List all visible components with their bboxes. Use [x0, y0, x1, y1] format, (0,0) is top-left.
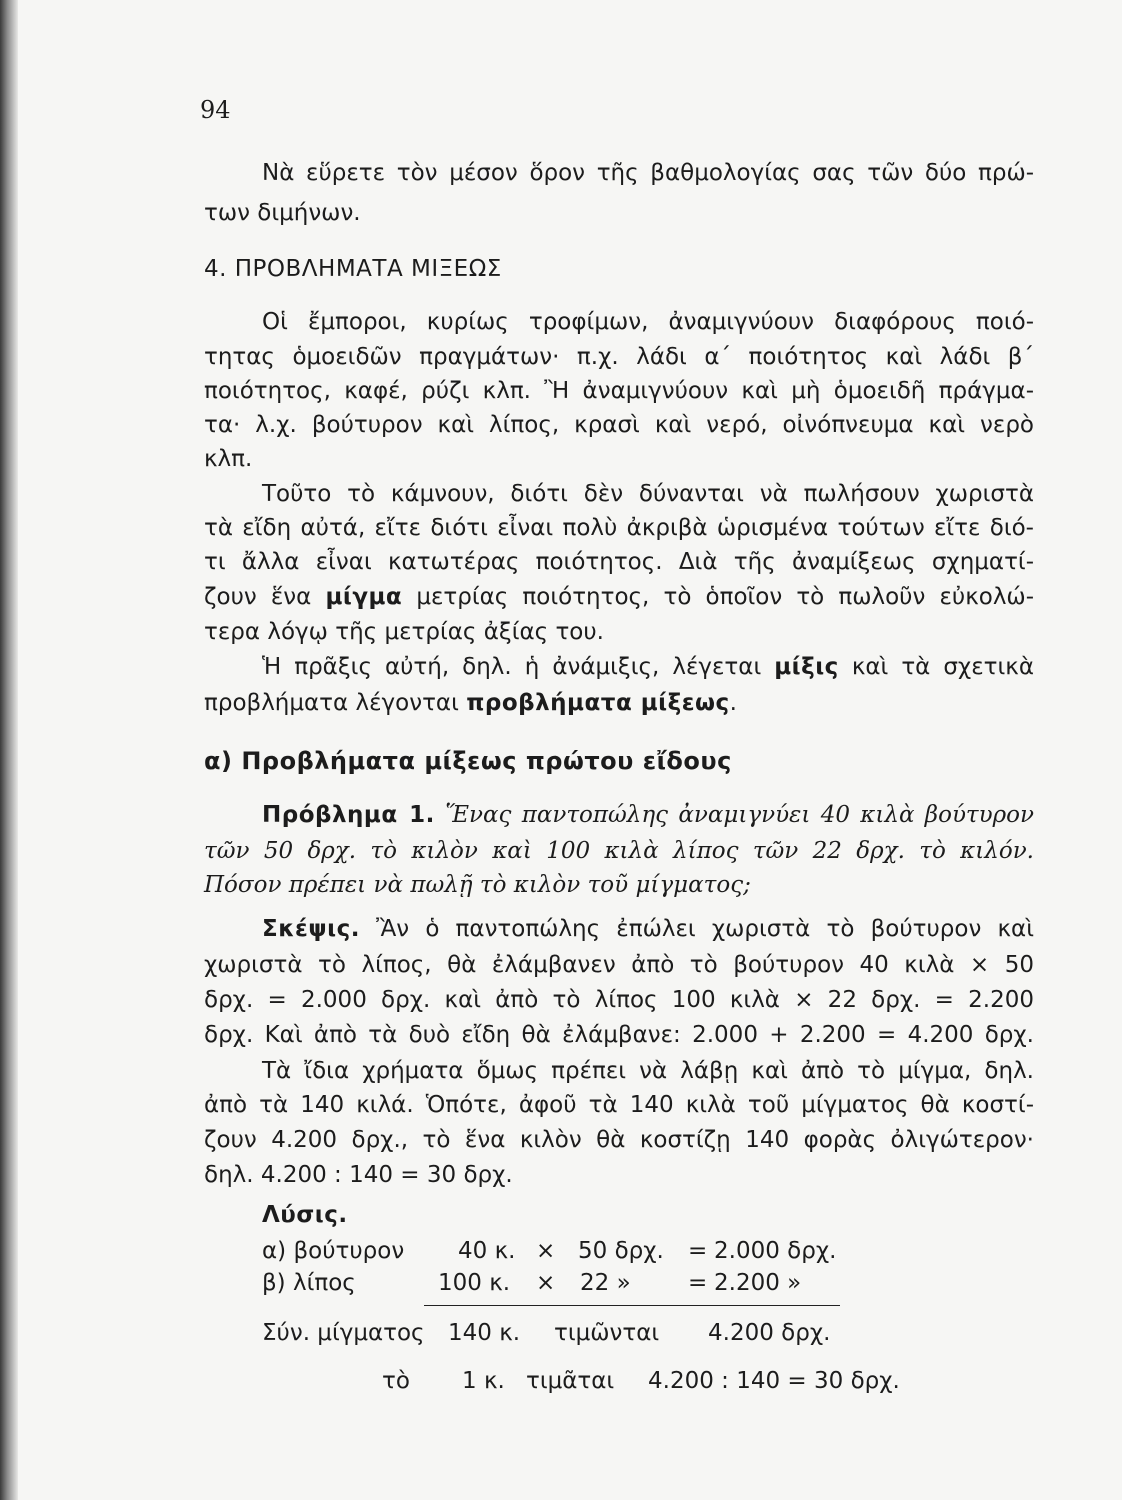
problem-text-1: Ἕνας παντοπώλης ἀναμιγνύει 40 κιλὰ βούτυρον: [445, 802, 1034, 828]
intro-p1-line-3: ποιότητος, καφέ, ρύζι κλπ. Ἢ ἀναμιγνύουν καὶ μὴ ὁμοειδῆ πράγμα-: [204, 378, 1034, 404]
sum-qty: 140 κ.: [448, 1320, 521, 1346]
reasoning-line-7: ζουν 4.200 δρχ., τὸ ἕνα κιλὸν θὰ κοστίζῃ 140 φορὰς ὀλιγώτερον·: [204, 1127, 1034, 1153]
intro-p3-line-2-text-b: .: [729, 690, 737, 716]
problem-label: Πρόβλημα 1.: [262, 802, 435, 828]
row-a-eq: =: [688, 1238, 708, 1264]
sum-rule: [424, 1305, 840, 1306]
solution-label: Λύσις.: [262, 1202, 348, 1228]
intro-p2-line-5: τερα λόγῳ τῆς μετρίας ἀξίας του.: [204, 619, 604, 645]
reasoning-label: Σκέψις.: [262, 916, 360, 942]
problem-line-3: Πόσον πρέπει νὰ πωλῇ τὸ κιλὸν τοῦ μίγματος;: [204, 872, 751, 898]
term-problems-of-mixing: προβλήματα μίξεως: [466, 690, 730, 716]
row-a-item: α) βούτυρον: [262, 1238, 405, 1264]
row-b-total: 2.200 »: [714, 1270, 802, 1296]
term-migma: μίγμα: [325, 584, 403, 610]
intro-p2-line-2: τὰ εἴδη αὐτά, εἴτε διότι εἶναι πολὺ ἀκριβὰ ὡρισμένα τούτων εἴτε διό-: [204, 515, 1034, 541]
unit-qty: 1 κ.: [462, 1368, 505, 1394]
sum-total: 4.200 δρχ.: [708, 1320, 831, 1346]
reasoning-line-6: ἀπὸ τὰ 140 κιλά. Ὁπότε, ἀφοῦ τὰ 140 κιλὰ τοῦ μίγματος θὰ κοστί-: [204, 1092, 1034, 1118]
intro-p2-line-3: τι ἄλλα εἶναι κατωτέρας ποιότητος. Διὰ τῆς ἀναμίξεως σχηματί-: [204, 549, 1034, 575]
unit-label: τὸ: [382, 1368, 410, 1394]
intro-p1-line-1: Οἱ ἔμποροι, κυρίως τροφίμων, ἀναμιγνύουν διαφόρους ποιό-: [262, 309, 1034, 335]
intro-p1-line-4: τα· λ.χ. βούτυρον καὶ λίπος, κρασὶ καὶ νερό, οἰνόπνευμα καὶ νερὸ: [204, 412, 1034, 438]
reasoning-line-5: Τὰ ἴδια χρήματα ὅμως πρέπει νὰ λάβῃ καὶ ἀπὸ τὸ μίγμα, δηλ.: [262, 1058, 1034, 1084]
row-a-times: ×: [536, 1238, 556, 1264]
problem-line-2: τῶν 50 δρχ. τὸ κιλὸν καὶ 100 κιλὰ λίπος τῶν 22 δρχ. τὸ κιλόν.: [204, 838, 1034, 864]
row-b-eq: =: [688, 1270, 708, 1296]
unit-verb: τιμᾶται: [526, 1368, 615, 1394]
row-b-times: ×: [536, 1270, 556, 1296]
intro-p3-line-2-text-a: προβλήματα λέγονται: [204, 690, 467, 716]
page-scan-edge: [0, 0, 18, 1500]
reasoning-line-3: δρχ. = 2.000 δρχ. καὶ ἀπὸ τὸ λίπος 100 κιλὰ × 22 δρχ. = 2.200: [204, 987, 1034, 1013]
subsection-title: α) Προβλήματα μίξεως πρώτου εἴδους: [204, 747, 732, 775]
intro-p3-line-1-text-a: Ἡ πρᾶξις αὐτή, δηλ. ἡ ἀνάμιξις, λέγεται: [262, 654, 775, 680]
intro-p1-line-2: τητας ὁμοειδῶν πραγμάτων· π.χ. λάδι α΄ ποιότητος καὶ λάδι β΄: [204, 344, 1034, 370]
row-b-price: 22 »: [580, 1270, 631, 1296]
intro-p1-line-5: κλπ.: [204, 446, 253, 472]
exercise-line-1: Νὰ εὕρετε τὸν μέσον ὅρον τῆς βαθμολογίας σας τῶν δύο πρώ-: [262, 160, 1034, 186]
reasoning-line-1: [262, 914, 1034, 944]
reasoning-line-8: δηλ. 4.200 : 140 = 30 δρχ.: [204, 1162, 513, 1188]
problem-line-1: [262, 800, 1034, 830]
intro-p2-line-4-text-a: ζουν ἕνα: [204, 584, 326, 610]
intro-p3-line-1: [262, 652, 1034, 682]
intro-p3-line-1-text-b: καὶ τὰ σχετικὰ: [838, 654, 1034, 680]
row-a-total: 2.000 δρχ.: [714, 1238, 837, 1264]
page-number: 94: [200, 96, 231, 124]
term-mixis: μίξις: [774, 654, 839, 680]
reasoning-line-4: δρχ. Καὶ ἀπὸ τὰ δυὸ εἴδη θὰ ἐλάμβανε: 2.000 + 2.200 = 4.200 δρχ.: [204, 1022, 1034, 1048]
intro-p2-line-1: Τοῦτο τὸ κάμνουν, διότι δὲν δύνανται νὰ πωλήσουν χωριστὰ: [262, 481, 1034, 507]
unit-calc: 4.200 : 140 = 30 δρχ.: [648, 1368, 900, 1394]
reasoning-line-2: χωριστὰ τὸ λίπος, θὰ ἐλάμβανεν ἀπὸ τὸ βούτυρον 40 κιλὰ × 50: [204, 952, 1034, 978]
intro-p3-line-2: [204, 688, 1034, 718]
section-title: 4. ΠΡΟΒΛΗΜΑΤΑ ΜΙΞΕΩΣ: [204, 256, 502, 282]
intro-p2-line-4-text-b: μετρίας ποιότητος, τὸ ὁποῖον τὸ πωλοῦν εὐκολώ-: [402, 584, 1034, 610]
row-a-price: 50 δρχ.: [578, 1238, 664, 1264]
sum-verb: τιμῶνται: [554, 1320, 660, 1346]
intro-p2-line-4: [204, 582, 1034, 612]
row-b-qty: 100 κ.: [438, 1270, 511, 1296]
sum-label: Σύν. μίγματος: [262, 1320, 425, 1346]
row-b-item: β) λίπος: [262, 1270, 356, 1296]
exercise-line-2: των διμήνων.: [204, 200, 361, 226]
reasoning-text-1: Ἂν ὁ παντοπώλης ἐπώλει χωριστὰ τὸ βούτυρον καὶ: [376, 916, 1034, 942]
row-a-qty: 40 κ.: [458, 1238, 516, 1264]
